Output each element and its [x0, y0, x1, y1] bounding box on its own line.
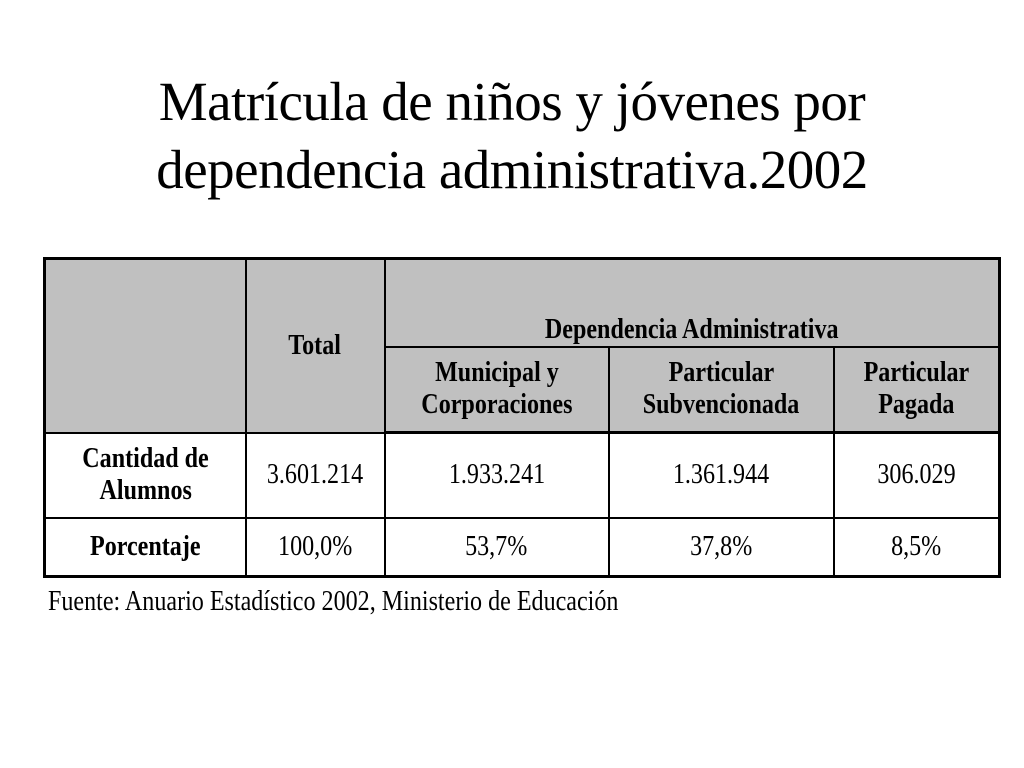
- cell-pagada: [834, 433, 1000, 518]
- header-subvencionada-line-2: Subvencionada: [642, 389, 800, 421]
- row-label-porcentaje-text: Porcentaje: [89, 530, 201, 562]
- row-label-cantidad-line-2: Alumnos: [99, 475, 192, 507]
- header-subvencionada-line-1: Particular: [668, 357, 774, 389]
- slide-title: [0, 68, 1024, 204]
- slide-title-line-1: Matrícula de niños y jóvenes por: [158, 71, 866, 132]
- header-particular-pagada: [834, 347, 1000, 433]
- header-total-label: Total: [288, 329, 342, 361]
- slide-title-line-2: dependencia administrativa.2002: [156, 139, 868, 200]
- cell-total-value: 3.601.214: [266, 459, 364, 491]
- enrollment-table: [43, 257, 1001, 578]
- table-row: [45, 518, 1000, 577]
- header-municipal-line-2: Corporaciones: [420, 389, 573, 421]
- header-municipal-line-1: Municipal y: [434, 357, 559, 389]
- header-municipal: [385, 347, 609, 433]
- row-label-cantidad-line-1: Cantidad de: [82, 443, 209, 475]
- row-label-porcentaje: [45, 518, 246, 577]
- table-row: [45, 433, 1000, 518]
- cell-subvencionada: [609, 433, 834, 518]
- row-label-cantidad: [45, 433, 246, 518]
- cell-pagada-value: 306.029: [877, 459, 956, 491]
- header-total: [246, 259, 385, 433]
- source-note: Fuente: Anuario Estadístico 2002, Ministerio de Educación: [48, 586, 619, 617]
- cell-total: [246, 518, 385, 577]
- cell-municipal-value: 1.933.241: [448, 459, 545, 491]
- cell-total-value: 100,0%: [277, 530, 353, 562]
- cell-subvencionada-value: 37,8%: [689, 530, 753, 562]
- cell-municipal-value: 53,7%: [465, 530, 528, 562]
- header-dependencia-label: Dependencia Administrativa: [544, 313, 839, 345]
- cell-total: [246, 433, 385, 518]
- header-empty-cell: [45, 259, 246, 433]
- cell-municipal: [385, 518, 609, 577]
- header-particular-subvencionada: [609, 347, 834, 433]
- cell-pagada-value: 8,5%: [891, 530, 942, 562]
- header-pagada-line-2: Pagada: [878, 389, 955, 421]
- cell-municipal: [385, 433, 609, 518]
- header-dependencia-group: [385, 259, 1000, 347]
- cell-subvencionada-value: 1.361.944: [672, 459, 770, 491]
- table-header-row: [45, 259, 1000, 347]
- header-pagada-line-1: Particular: [863, 357, 970, 389]
- cell-pagada: [834, 518, 1000, 577]
- cell-subvencionada: [609, 518, 834, 577]
